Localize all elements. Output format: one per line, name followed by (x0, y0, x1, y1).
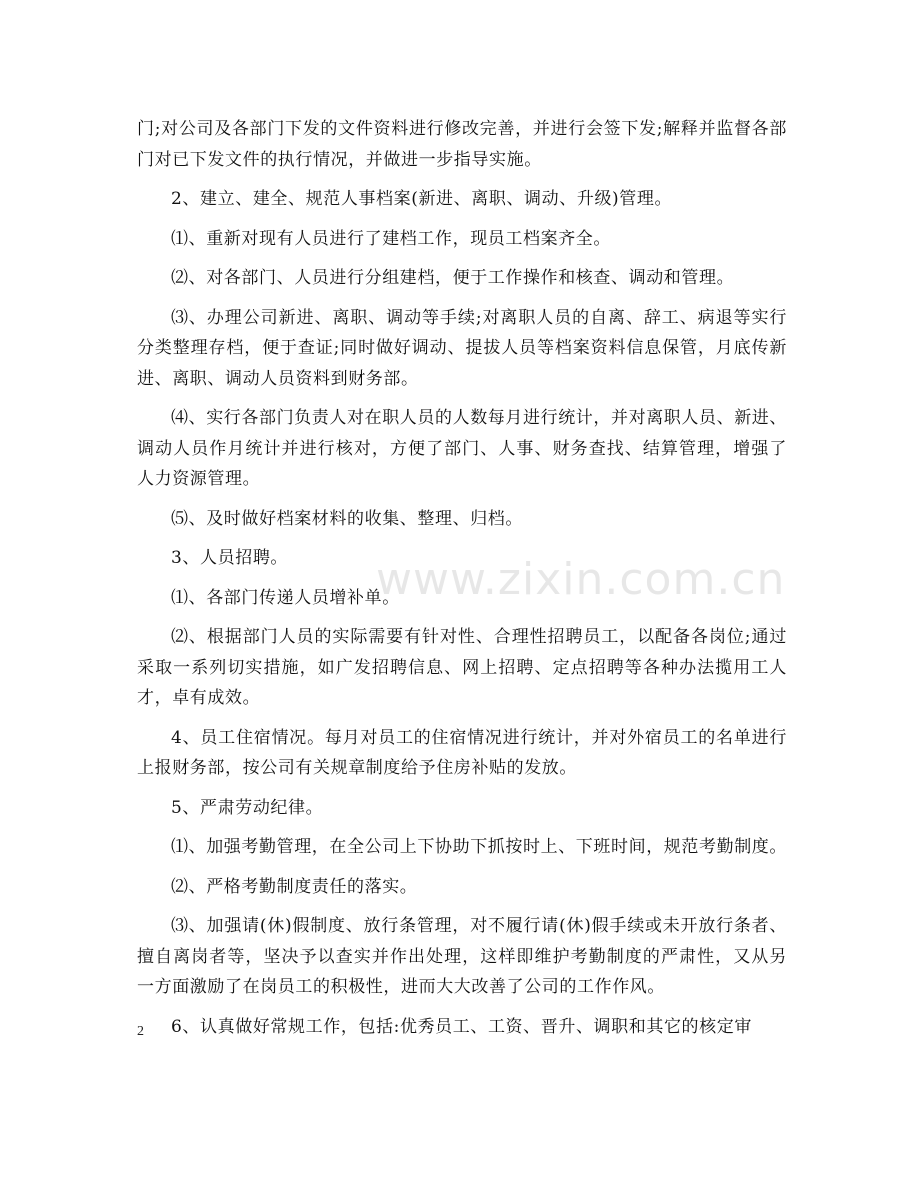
paragraph-section-2: 2、建立、建全、规范人事档案(新进、离职、调动、升级)管理。 (171, 189, 673, 209)
paragraph-5-item-1: ⑴、加强考勤管理，在全公司上下协助下抓按时上、下班时间，规范考勤制度。 (171, 837, 787, 857)
paragraph-3-item-1: ⑴、各部门传递人员增补单。 (171, 587, 400, 608)
paragraph-2-item-4: ⑷、实行各部门负责人对在职人员的人数每月进行统计，并对离职人员、新进、调动人员作月统计并进行核对，方便了部门、人事、财务查找、结算管理，增强了人力资源管理。 (137, 408, 787, 489)
paragraph-2-item-3: ⑶、办理公司新进、离职、调动等手续;对离职人员的自离、辞工、病退等实行分类整理存档，便于查证;同时做好调动、提拔人员等档案资料信息保管，月底传新进、离职、调动人员资料到财务部。 (137, 307, 787, 389)
paragraph-section-3: 3、人员招聘。 (171, 548, 289, 568)
page-number: 2 (137, 1024, 144, 1039)
paragraph-2-item-1: ⑴、重新对现有人员进行了建档工作，现员工档案齐全。 (171, 228, 611, 249)
paragraph-continuation: 门;对公司及各部门下发的文件资料进行修改完善，并进行会签下发;解释并监督各部门对已下发文件的执行情况，并做进一步指导实施。 (137, 119, 787, 170)
paragraph-5-item-3: ⑶、加强请(休)假制度、放行条管理，对不履行请(休)假手续或未开放行条者、擅自离岗者等，坚决予以查实并作出处理，这样即维护考勤制度的严肃性，又从另一方面激励了在岗员工的积极性，进而大大改善了公司的工作作风。 (137, 916, 787, 997)
paragraph-2-item-5: ⑸、及时做好档案材料的收集、整理、归档。 (171, 508, 523, 529)
paragraph-section-6: 6、认真做好常规工作，包括:优秀员工、工资、晋升、调职和其它的核定审 (171, 1016, 752, 1037)
paragraph-section-4: 4、员工住宿情况。每月对员工的住宿情况进行统计，并对外宿员工的名单进行上报财务部，按公司有关规章制度给予住房补贴的发放。 (137, 727, 787, 778)
paragraph-5-item-2: ⑵、严格考勤制度责任的落实。 (171, 876, 418, 897)
paragraph-section-5: 5、严肃劳动纪律。 (171, 797, 324, 818)
paragraph-3-item-2: ⑵、根据部门人员的实际需要有针对性、合理性招聘员工，以配备各岗位;通过采取一系列切实措施，如广发招聘信息、网上招聘、定点招聘等各种办法揽用工人才，卓有成效。 (137, 627, 787, 708)
paragraph-2-item-2: ⑵、对各部门、人员进行分组建档，便于工作操作和核查、调动和管理。 (171, 268, 735, 288)
watermark: www.zixin.com.cn (376, 554, 786, 605)
